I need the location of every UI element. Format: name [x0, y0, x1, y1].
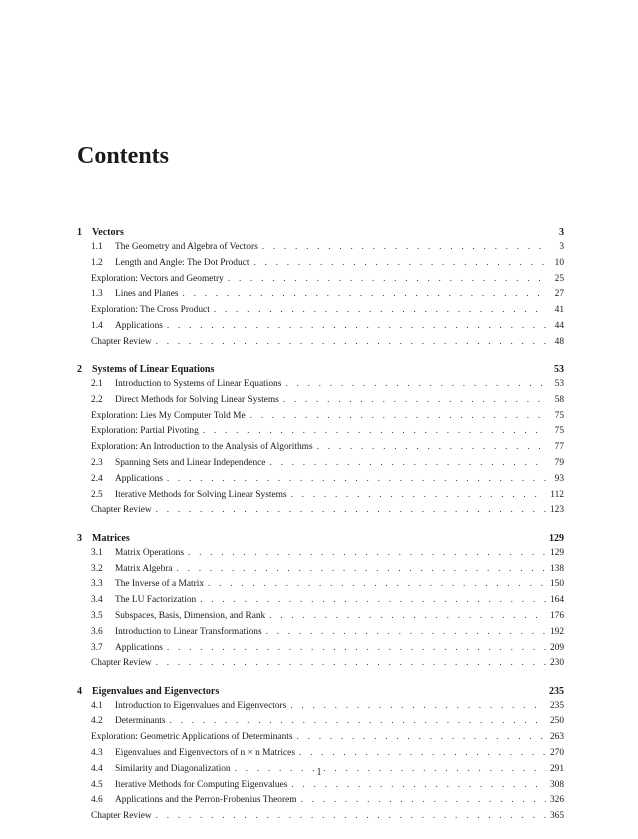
entry-title: Exploration: Lies My Computer Told Me [91, 410, 246, 421]
entry-title: Spanning Sets and Linear Independence [115, 458, 266, 469]
entry-title: Exploration: An Introduction to the Analysis of Algorithms [91, 442, 313, 453]
chapter-number: 4 [77, 685, 82, 697]
entry-page: 291 [549, 763, 564, 774]
chapter-heading[interactable] [77, 686, 564, 701]
toc-entry[interactable] [77, 811, 564, 827]
entry-title: The LU Factorization [115, 595, 197, 606]
entry-page: 192 [549, 626, 564, 637]
dot-leader [269, 458, 546, 468]
entry-title: Applications and the Perron-Frobenius Theorem [115, 795, 297, 806]
entry-title: Applications [115, 642, 163, 653]
toc-entry[interactable] [77, 395, 564, 411]
entry-page: 41 [554, 305, 564, 316]
section-number: 4.2 [91, 716, 103, 727]
entry-page: 75 [554, 426, 564, 437]
toc-entry[interactable] [77, 701, 564, 717]
dot-leader [188, 548, 546, 558]
entry-page: 79 [554, 458, 564, 469]
dot-leader [250, 411, 546, 421]
dot-leader [156, 658, 546, 668]
section-number: 4.5 [91, 779, 103, 790]
entry-page: 326 [549, 795, 564, 806]
entry-page: 263 [549, 732, 564, 743]
entry-page: 176 [549, 610, 564, 621]
dot-leader [262, 242, 546, 252]
dot-leader [183, 289, 546, 299]
section-number: 1.1 [91, 242, 103, 252]
dot-leader [299, 748, 546, 758]
toc-entry[interactable] [77, 732, 564, 748]
entry-title: Length and Angle: The Dot Product [115, 257, 250, 268]
page-title: Contents [77, 143, 170, 169]
entry-page: 164 [549, 595, 564, 606]
toc-entry[interactable] [77, 474, 564, 490]
dot-leader [291, 490, 546, 500]
entry-page: 112 [550, 489, 564, 500]
entry-title: Exploration: Partial Pivoting [91, 426, 199, 437]
dot-leader [167, 643, 546, 653]
entry-page: 25 [554, 273, 564, 284]
chapter-title: Systems of Linear Equations [92, 364, 215, 376]
dot-leader [317, 442, 546, 452]
entry-title: Subspaces, Basis, Dimension, and Rank [115, 610, 266, 621]
chapter-page: 129 [549, 532, 564, 544]
entry-page: 230 [549, 658, 564, 669]
chapter-4 [77, 686, 564, 827]
toc-entry[interactable] [77, 242, 564, 258]
section-number: 4.1 [91, 700, 103, 711]
entry-page: 10 [554, 257, 564, 268]
toc-entry[interactable] [77, 305, 564, 321]
table-of-contents [77, 227, 564, 839]
entry-title: Exploration: Geometric Applications of Determinants [91, 732, 293, 743]
entry-page: 129 [549, 547, 564, 558]
entry-title: Applications [115, 473, 163, 484]
dot-leader [283, 395, 546, 405]
entry-title: Chapter Review [91, 811, 152, 822]
entry-title: Introduction to Systems of Linear Equations [115, 379, 282, 390]
dot-leader [156, 811, 546, 821]
dot-leader [269, 611, 546, 621]
dot-leader [203, 426, 546, 436]
toc-entry[interactable] [77, 658, 564, 674]
chapter-heading[interactable] [77, 364, 564, 379]
entry-page: 123 [549, 505, 564, 516]
entry-title: Introduction to Eigenvalues and Eigenvectors [115, 700, 287, 711]
section-number: 1.2 [91, 257, 103, 268]
entry-title: Direct Methods for Solving Linear Systems [115, 394, 279, 405]
chapter-number: 3 [77, 532, 82, 544]
toc-entry[interactable] [77, 442, 564, 458]
entry-title: The Inverse of a Matrix [115, 579, 205, 590]
toc-entry[interactable] [77, 258, 564, 274]
toc-entry[interactable] [77, 379, 564, 395]
section-number: 2.5 [91, 489, 103, 500]
chapter-number: 2 [77, 364, 82, 376]
entry-page: 93 [554, 473, 564, 484]
section-number: 1.3 [91, 289, 103, 300]
toc-entry[interactable] [77, 748, 564, 764]
chapter-1 [77, 227, 564, 353]
section-number: 4.6 [91, 795, 103, 806]
entry-title: The Geometry and Algebra of Vectors [115, 242, 258, 252]
toc-entry[interactable] [77, 321, 564, 337]
entry-page: 250 [549, 716, 564, 727]
toc-entry[interactable] [77, 458, 564, 474]
chapter-2 [77, 364, 564, 521]
dot-leader [291, 780, 546, 790]
entry-title: Introduction to Linear Transformations [115, 626, 262, 637]
entry-title: Matrix Operations [115, 547, 184, 558]
dot-leader [301, 795, 546, 805]
dot-leader [200, 595, 546, 605]
entry-title: Matrix Algebra [115, 563, 173, 574]
entry-title: Chapter Review [91, 505, 152, 516]
toc-entry[interactable] [77, 716, 564, 732]
dot-leader [208, 579, 546, 589]
dot-leader [228, 274, 546, 284]
dot-leader [177, 564, 546, 574]
entry-page: 44 [554, 320, 564, 331]
toc-entry[interactable] [77, 411, 564, 427]
section-number: 3.3 [91, 579, 103, 590]
entry-title: Eigenvalues and Eigenvectors of n × n Matrices [115, 748, 295, 759]
entry-page: 365 [549, 811, 564, 822]
entry-page: 77 [554, 442, 564, 453]
toc-entry[interactable] [77, 595, 564, 611]
entry-page: 3 [559, 242, 564, 252]
section-number: 3.7 [91, 642, 103, 653]
dot-leader [156, 337, 546, 347]
chapter-title: Eigenvalues and Eigenvectors [92, 685, 220, 697]
dot-leader [253, 258, 546, 268]
section-number: 3.6 [91, 626, 103, 637]
section-number: 3.2 [91, 563, 103, 574]
chapter-3 [77, 533, 564, 674]
section-number: 1.4 [91, 320, 103, 331]
section-number: 2.3 [91, 458, 103, 469]
section-number: 3.4 [91, 595, 103, 606]
entry-title: Exploration: The Cross Product [91, 305, 210, 316]
chapter-title: Matrices [92, 532, 130, 544]
toc-entry[interactable] [77, 795, 564, 811]
section-number: 3.1 [91, 547, 103, 558]
entry-page: 308 [549, 779, 564, 790]
dot-leader [285, 379, 546, 389]
entry-page: 235 [549, 700, 564, 711]
entry-title: Chapter Review [91, 336, 152, 347]
toc-entry[interactable] [77, 274, 564, 290]
toc-entry[interactable] [77, 490, 564, 506]
dot-leader [167, 474, 546, 484]
dot-leader [214, 305, 546, 315]
toc-entry[interactable] [77, 548, 564, 564]
toc-entry[interactable] [77, 289, 564, 305]
entry-page: 75 [554, 410, 564, 421]
chapter-page: 235 [549, 685, 564, 697]
section-number: 4.4 [91, 763, 103, 774]
entry-page: 209 [549, 642, 564, 653]
toc-entry[interactable] [77, 611, 564, 627]
toc-entry[interactable] [77, 627, 564, 643]
entry-page: 58 [554, 394, 564, 405]
section-number: 2.2 [91, 394, 103, 405]
toc-entry[interactable] [77, 564, 564, 580]
entry-page: 150 [549, 579, 564, 590]
entry-title: Iterative Methods for Computing Eigenvalues [115, 779, 288, 790]
section-number: 2.1 [91, 379, 103, 390]
entry-title: Lines and Planes [115, 289, 179, 300]
dot-leader [170, 716, 546, 726]
toc-entry[interactable] [77, 505, 564, 521]
dot-leader [156, 505, 546, 515]
toc-entry[interactable] [77, 426, 564, 442]
entry-title: Applications [115, 320, 163, 331]
dot-leader [266, 627, 546, 637]
chapter-page: 53 [554, 364, 564, 376]
dot-leader [167, 321, 546, 331]
entry-page: 48 [554, 336, 564, 347]
chapter-number: 1 [77, 227, 82, 238]
toc-entry[interactable] [77, 643, 564, 659]
page-number: 1 [316, 767, 322, 778]
section-number: 3.5 [91, 610, 103, 621]
toc-entry[interactable] [77, 337, 564, 353]
toc-entry[interactable] [77, 780, 564, 796]
section-number: 4.3 [91, 748, 103, 759]
entry-page: 53 [554, 379, 564, 390]
dot-leader [297, 732, 546, 742]
section-number: 2.4 [91, 473, 103, 484]
toc-entry[interactable] [77, 579, 564, 595]
entry-page: 138 [549, 563, 564, 574]
chapter-heading[interactable] [77, 533, 564, 548]
entry-page: 270 [549, 748, 564, 759]
entry-title: Iterative Methods for Solving Linear Systems [115, 489, 287, 500]
dot-leader [290, 701, 546, 711]
chapter-title: Vectors [92, 227, 124, 238]
entry-title: Determinants [115, 716, 166, 727]
chapter-page: 3 [559, 227, 564, 238]
entry-title: Chapter Review [91, 658, 152, 669]
entry-title: Exploration: Vectors and Geometry [91, 273, 224, 284]
chapter-heading[interactable] [77, 227, 564, 242]
entry-title: Similarity and Diagonalization [115, 763, 231, 774]
entry-page: 27 [554, 289, 564, 300]
